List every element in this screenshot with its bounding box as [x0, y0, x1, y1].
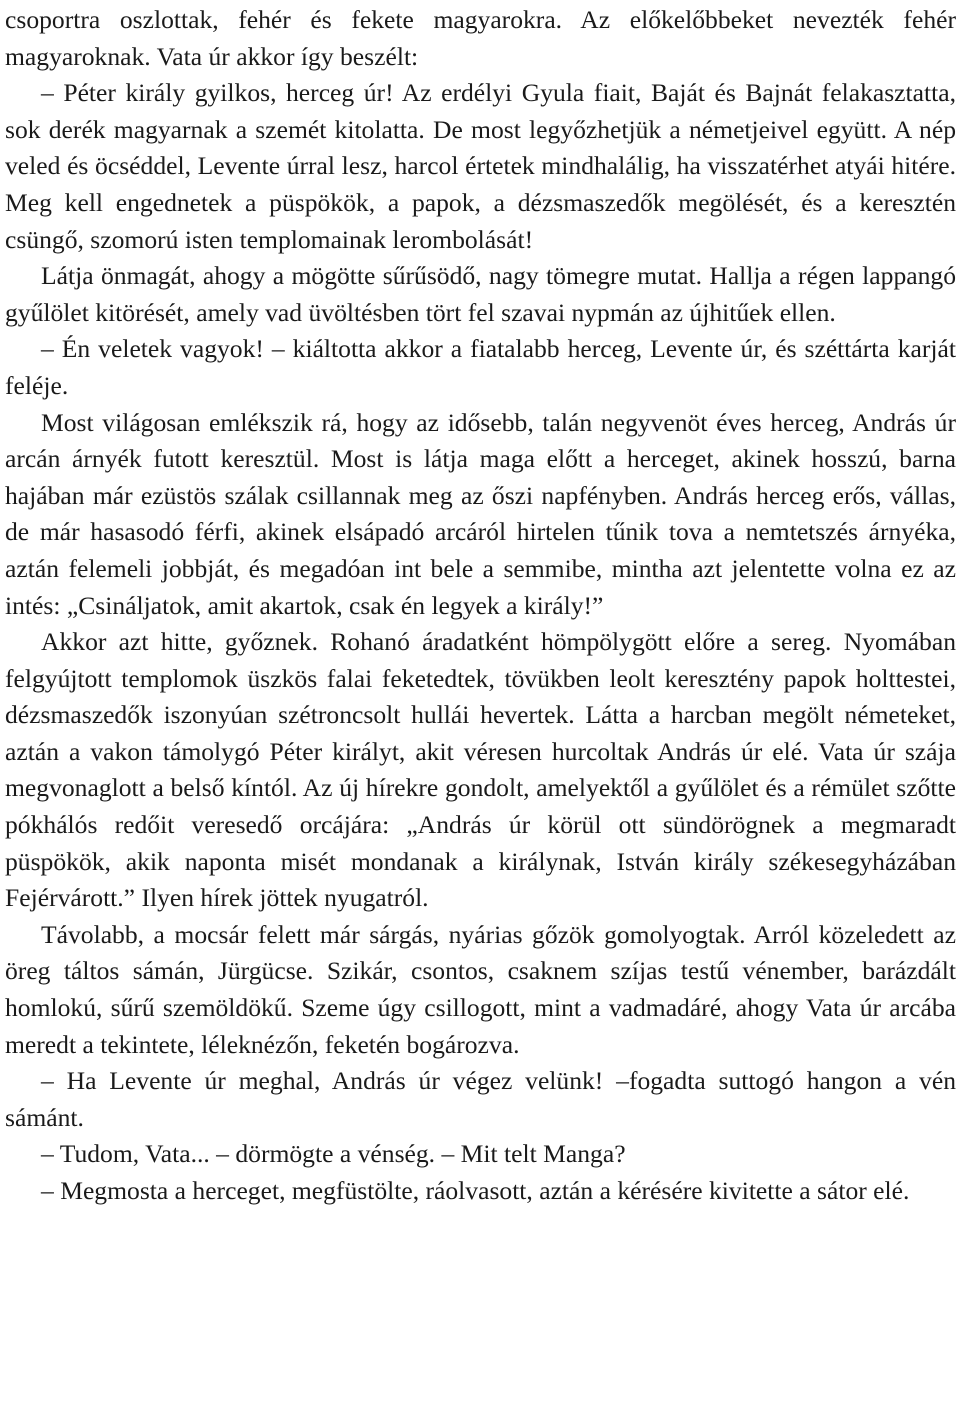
paragraph-4: – Én veletek vagyok! – kiáltotta akkor a fiatalabb herceg, Levente úr, és széttárta karját feléje.	[5, 334, 956, 400]
paragraph-6: Akkor azt hitte, győznek. Rohanó áradatként hömpölygött előre a sereg. Nyomában felgyújtott templomok üszkös falai feketedtek, tövükben leolt keresztény papok holttestei, dézsmaszedők iszonyúan szétroncsolt hullái hevertek. Látta a harcban megölt németeket, aztán a vakon támolygó Péter királyt, akit véresen hurcoltak András úr elé. Vata úr szája megvonaglott a belső kíntól. Az új hírekre gondolt, amelyektől a gyűlölet és a rémület szőtte pókhálós redőit veresedő orcájára: „András úr körül ott sündörögnek a megmaradt püspökök, akik naponta misét mondanak a királynak, István király székesegyházában Fejérvárott.” Ilyen hírek jöttek nyugatról.	[5, 627, 956, 913]
paragraph-3: Látja önmagát, ahogy a mögötte sűrűsödő, nagy tömegre mutat. Hallja a régen lappangó gyűlölet kitörését, amely vad üvöltésben tört fel szavai nypmán az újhitűek ellen.	[5, 261, 956, 327]
paragraph-9: – Tudom, Vata... – dörmögte a vénség. – Mit telt Manga?	[41, 1139, 626, 1169]
paragraph-1: csoportra oszlottak, fehér és fekete magyarokra. Az előkelőbbeket nevezték fehér magyaroknak. Vata úr akkor így beszélt:	[5, 5, 956, 71]
paragraph-5: Most világosan emlékszik rá, hogy az idősebb, talán negyvenöt éves herceg, András úr arcán árnyék futott keresztül. Most is látja maga előtt a herceget, akinek hosszú, barna hajában már ezüstös szálak csillannak meg az őszi napfényben. András herceg erős, vállas, de már hasasodó férfi, akinek elsápadó arcáról hirtelen tűnik tova a nemtetszés árnyéka, aztán felemeli jobbját, és megadóan int bele a semmibe, mintha azt jelentette volna ez az intés: „Csináljatok, amit akartok, csak én legyek a király!”	[5, 407, 956, 620]
paragraph-10: – Megmosta a herceget, megfüstölte, ráolvasott, aztán a kérésére kivitette a sátor elé.	[41, 1176, 910, 1205]
paragraph-8: – Ha Levente úr meghal, András úr végez velünk! –fogadta suttogó hangon a vén sámánt.	[5, 1066, 956, 1132]
paragraph-2: – Péter király gyilkos, herceg úr! Az erdélyi Gyula fiait, Baját és Bajnát felakasztatta, sok derék magyarnak a szemét kitolatta. De most legyőzhetjük a németjeivel együtt. A nép veled és öcséddel, Levente úrral lesz, harcol értetek mindhalálig, ha visszatérhet atyái hitére. Meg kell engednetek a püspökök, a papok, a dézsmaszedők megölését, és a keresztén csüngő, szomorú isten templomainak lerombolását!	[5, 78, 956, 254]
paragraph-7: Távolabb, a mocsár felett már sárgás, nyárias gőzök gomolyogtak. Arról közeledett az öreg táltos sámán, Jürgücse. Szikár, csontos, csaknem szíjas testű vénember, barázdált homlokú, sűrű szemöldökű. Szeme úgy csillogott, mint a vadmadáré, ahogy Vata úr arcába meredt a tekintete, léleknézőn, feketén bogározva.	[5, 919, 956, 1059]
